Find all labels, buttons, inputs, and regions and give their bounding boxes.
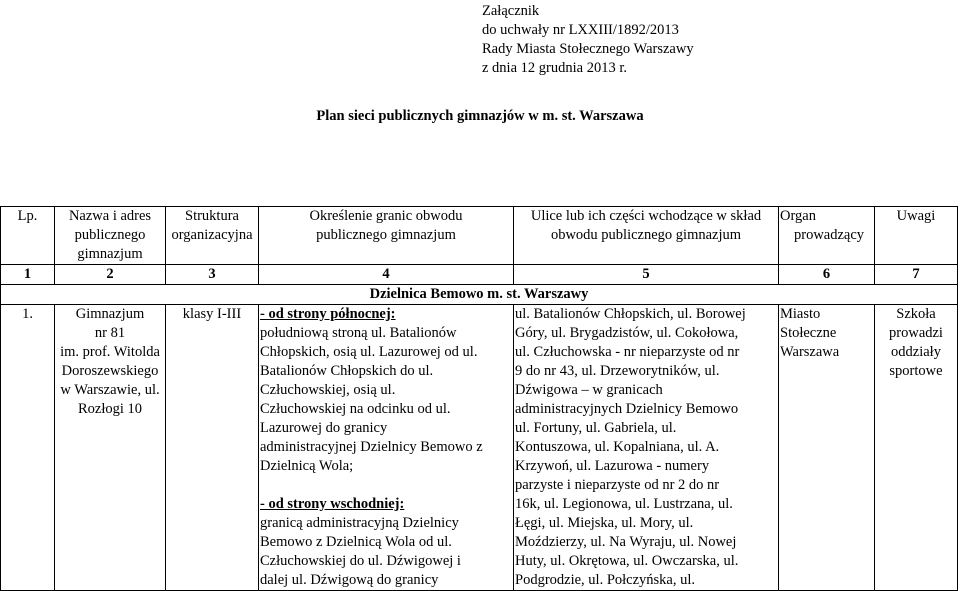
header-streets-line: Ulice lub ich części wchodzące w skład	[530, 208, 762, 224]
header-organ-line: prowadzący	[794, 227, 865, 243]
header-line: z dnia 12 grudnia 2013 r.	[482, 60, 627, 76]
boundary-line: południową stroną ul. Batalionów	[260, 325, 457, 341]
header-notes: Uwagi	[875, 207, 958, 265]
streets-line: Podgrodzie, ul. Połczyńska, ul.	[515, 572, 696, 588]
boundary-line: Dzielnicą Wola;	[260, 458, 354, 474]
school-name	[55, 305, 166, 591]
header-structure-line: organizacyjna	[171, 227, 253, 243]
streets-line: Moździerzy, ul. Na Wyraju, ul. Nowej	[515, 534, 737, 550]
notes-line: prowadzi	[889, 325, 943, 341]
boundary-line: Lazurowej do granicy	[260, 420, 388, 436]
column-number: 7	[875, 265, 958, 285]
header-structure	[166, 207, 259, 265]
column-number: 6	[779, 265, 875, 285]
column-numbers-row	[1, 265, 958, 285]
header-streets-line: obwodu publicznego gimnazjum	[550, 227, 742, 243]
column-number: 4	[259, 265, 514, 285]
organ-line: Stołeczne	[780, 325, 837, 341]
notes-line: Szkoła	[896, 306, 936, 322]
streets-line: Łęgi, ul. Miejska, ul. Mory, ul.	[515, 515, 694, 531]
header-name-line: Nazwa i adres	[68, 208, 152, 224]
streets-line: ul. Człuchowska - nr nieparzyste od nr	[515, 344, 740, 360]
header-organ	[779, 207, 875, 265]
header-boundary	[259, 207, 514, 265]
row-lp: 1.	[1, 305, 55, 591]
boundary-line: Człuchowskiej do ul. Dźwigowej i	[260, 553, 461, 569]
notes-line: sportowe	[889, 363, 943, 379]
district-row	[1, 285, 958, 305]
boundary-line: administracyjnej Dzielnicy Bemowo z	[260, 439, 483, 455]
header-row	[1, 207, 958, 265]
header-lp: Lp.	[1, 207, 55, 265]
header-organ-line: Organ	[780, 208, 816, 224]
attachment-header	[482, 2, 694, 78]
header-line: do uchwały nr LXXIII/1892/2013	[482, 22, 679, 38]
school-structure: klasy I-III	[166, 305, 259, 591]
streets-line: 16k, ul. Legionowa, ul. Lustrzana, ul.	[515, 496, 733, 512]
streets-line: 9 do nr 43, ul. Drzeworytników, ul.	[515, 363, 720, 379]
boundary-line: Człuchowskiej, osią ul.	[260, 382, 396, 398]
streets-line: Góry, ul. Brygadzistów, ul. Cokołowa,	[515, 325, 739, 341]
streets-line: Kontuszowa, ul. Kopalniana, ul. A.	[515, 439, 720, 455]
notes-line: oddziały	[891, 344, 941, 360]
district-name: Dzielnica Bemowo m. st. Warszawy	[1, 285, 958, 305]
boundary-line: Bemowo z Dzielnicą Wola od ul.	[260, 534, 452, 550]
boundary-line: Batalionów Chłopskich do ul.	[260, 363, 434, 379]
column-number: 3	[166, 265, 259, 285]
school-name-line: Doroszewskiego	[61, 363, 159, 379]
streets-line: ul. Fortuny, ul. Gabriela, ul.	[515, 420, 677, 436]
school-name-line: w Warszawie, ul.	[60, 382, 160, 398]
streets-line: Huty, ul. Okrętowa, ul. Owczarska, ul.	[515, 553, 739, 569]
page-title: Plan sieci publicznych gimnazjów w m. st. Warszawa	[316, 108, 644, 124]
school-name-line: Rozłogi 10	[77, 401, 143, 417]
school-name-line: im. prof. Witolda	[60, 344, 160, 360]
header-line: Załącznik	[482, 3, 540, 19]
streets-line: Krzywoń, ul. Lazurowa - numery	[515, 458, 710, 474]
boundary-line: granicą administracyjną Dzielnicy	[260, 515, 459, 531]
header-boundary-line: Określenie granic obwodu	[309, 208, 463, 224]
header-boundary-line: publicznego gimnazjum	[316, 227, 456, 243]
boundary-east-heading: - od strony wschodniej:	[260, 496, 405, 512]
organ	[779, 305, 875, 591]
header-streets	[514, 207, 779, 265]
organ-line: Miasto	[780, 306, 821, 322]
boundary-description	[259, 305, 514, 591]
column-number: 2	[55, 265, 166, 285]
boundary-line: Człuchowskiej na odcinku od ul.	[260, 401, 451, 417]
boundary-line: Chłopskich, osią ul. Lazurowej od ul.	[260, 344, 478, 360]
header-structure-line: Struktura	[185, 208, 239, 224]
header-name	[55, 207, 166, 265]
boundary-line: dalej ul. Dźwigową do granicy	[260, 572, 439, 588]
boundary-spacer	[260, 476, 512, 495]
organ-line: Warszawa	[780, 344, 840, 360]
streets-line: parzyste i nieparzyste od nr 2 do nr	[515, 477, 720, 493]
school-name-line: Gimnazjum	[75, 306, 145, 322]
header-name-line: publicznego	[74, 227, 146, 243]
notes	[875, 305, 958, 591]
schools-table	[0, 206, 958, 591]
table-row	[1, 305, 958, 591]
boundary-north-heading: - od strony północnej:	[260, 306, 396, 322]
header-name-line: gimnazjum	[77, 246, 143, 262]
school-name-line: nr 81	[94, 325, 126, 341]
header-line: Rady Miasta Stołecznego Warszawy	[482, 41, 694, 57]
streets-list	[514, 305, 779, 591]
column-number: 1	[1, 265, 55, 285]
streets-line: administracyjnych Dzielnicy Bemowo	[515, 401, 739, 417]
streets-line: Dźwigowa – w granicach	[515, 382, 663, 398]
streets-line: ul. Batalionów Chłopskich, ul. Borowej	[515, 306, 746, 322]
column-number: 5	[514, 265, 779, 285]
